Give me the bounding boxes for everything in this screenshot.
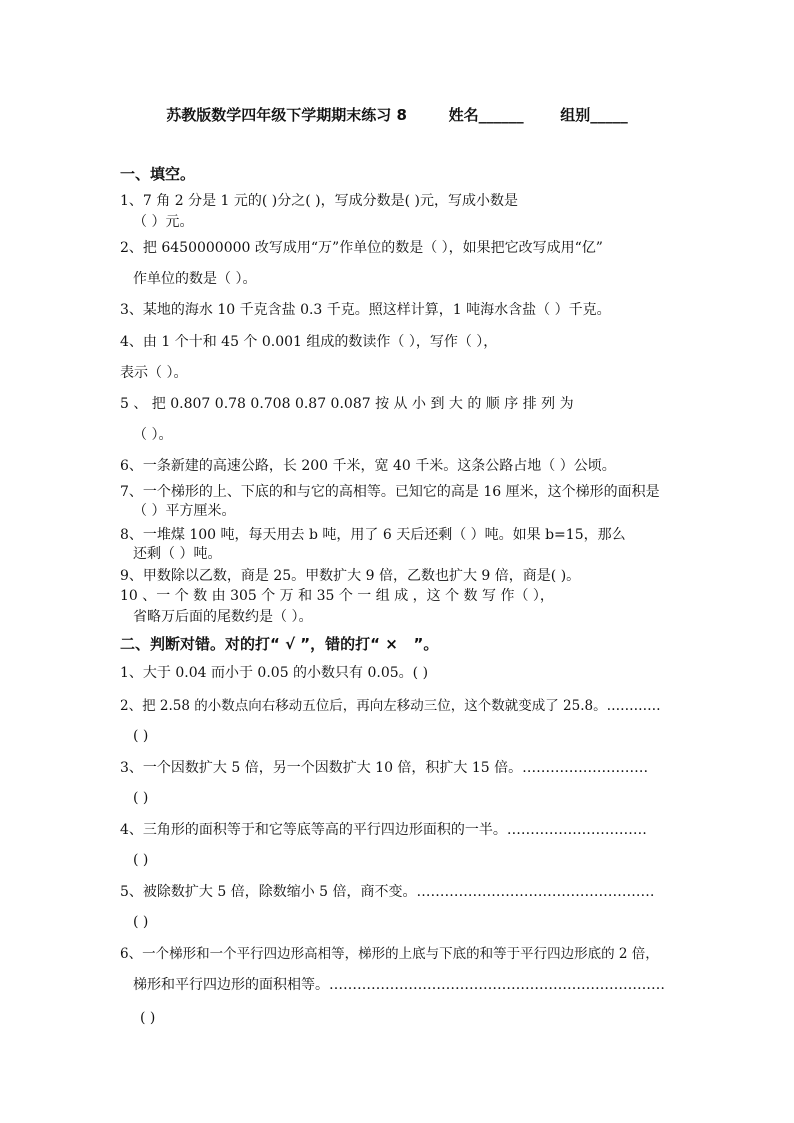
judge-question-3: 3、一个因数扩大 5 倍，另一个因数扩大 10 倍，积扩大 15 倍。……………………… [120,760,649,776]
fill-question-7: 7、一个梯形的上、下底的和与它的高相等。已知它的高是 16 厘米，这个梯形的面积是 [120,484,660,500]
fill-question-9: 9、甲数除以乙数，商是 25。甲数扩大 9 倍，乙数也扩大 9 倍，商是( )。 [120,568,581,584]
section-1-heading: 一、填空。 [120,165,196,183]
worksheet-title-row [0,104,794,125]
fill-question-8: 8、一堆煤 100 吨，每天用去 b 吨，用了 6 天后还剩（ ）吨。如果 b=15，那么 [120,527,626,543]
fill-question-6: 6、一条新建的高速公路，长 200 千米，宽 40 千米。这条公路占地（ ）公顷。 [120,458,616,474]
fill-question-8-cont: 还剩（ ）吨。 [133,546,222,562]
fill-question-4-cont: 表示（ ）。 [120,365,188,381]
fill-question-4: 4、由 1 个十和 45 个 0.001 组成的数读作（ ），写作（ ）， [120,334,498,350]
judge-answer-6: ( ) [140,1010,156,1026]
fill-question-7-cont: （ ）平方厘米。 [133,503,236,519]
judge-question-2: 2、把 2.58 的小数点向右移动五位后，再向左移动三位，这个数就变成了 25.8。………… [120,698,661,714]
section-2-heading: 二、判断对错。对的打“ √ ”，错的打“ × ”。 [120,635,439,653]
fill-question-10-cont: 省略万后面的尾数约是（ ）。 [133,609,313,625]
name-field-label: 姓名______ [448,106,524,124]
judge-question-4: 4、三角形的面积等于和它等底等高的平行四边形面积的一半。………………………… [120,822,647,838]
fill-question-3: 3、某地的海水 10 千克含盐 0.3 千克。照这样计算，1 吨海水含盐（ ）千克。 [120,302,611,318]
judge-answer-3: ( ) [133,790,149,806]
judge-question-6: 6、一个梯形和一个平行四边形高相等，梯形的上底与下底的和等于平行四边形底的 2 倍， [120,946,659,962]
fill-question-1: 1、7 角 2 分是 1 元的( )分之( )，写成分数是( )元，写成小数是 [120,193,519,209]
fill-question-1-cont: （ ）元。 [133,214,194,230]
judge-answer-2: ( ) [133,728,149,744]
fill-question-5: 5 、 把 0.807 0.78 0.708 0.87 0.087 按 从 小 到 大 的 顺 序 排 列 为 [120,396,574,412]
judge-question-5: 5、被除数扩大 5 倍，除数缩小 5 倍，商不变。…………………………………………… [120,884,655,900]
fill-question-2-cont: 作单位的数是（ ）。 [133,271,257,287]
fill-question-10: 10 、一 个 数 由 305 个 万 和 35 个 一 组 成 ，这 个 数 写 作（ ）， [120,588,554,604]
judge-answer-4: ( ) [133,852,149,868]
judge-question-1: 1、大于 0.04 而小于 0.05 的小数只有 0.05。( ) [120,665,429,681]
fill-question-5-cont: （ ）。 [133,427,173,443]
judge-question-6-cont: 梯形和平行四边形的面积相等。……………………………………………………………… [133,977,665,993]
judge-answer-5: ( ) [133,914,149,930]
page-title: 苏教版数学四年级下学期期末练习 8 [166,106,407,124]
group-field-label: 组别_____ [560,106,628,124]
fill-question-2: 2、把 6450000000 改写成用“万”作单位的数是（ ），如果把它改写成用“亿” [120,240,603,256]
